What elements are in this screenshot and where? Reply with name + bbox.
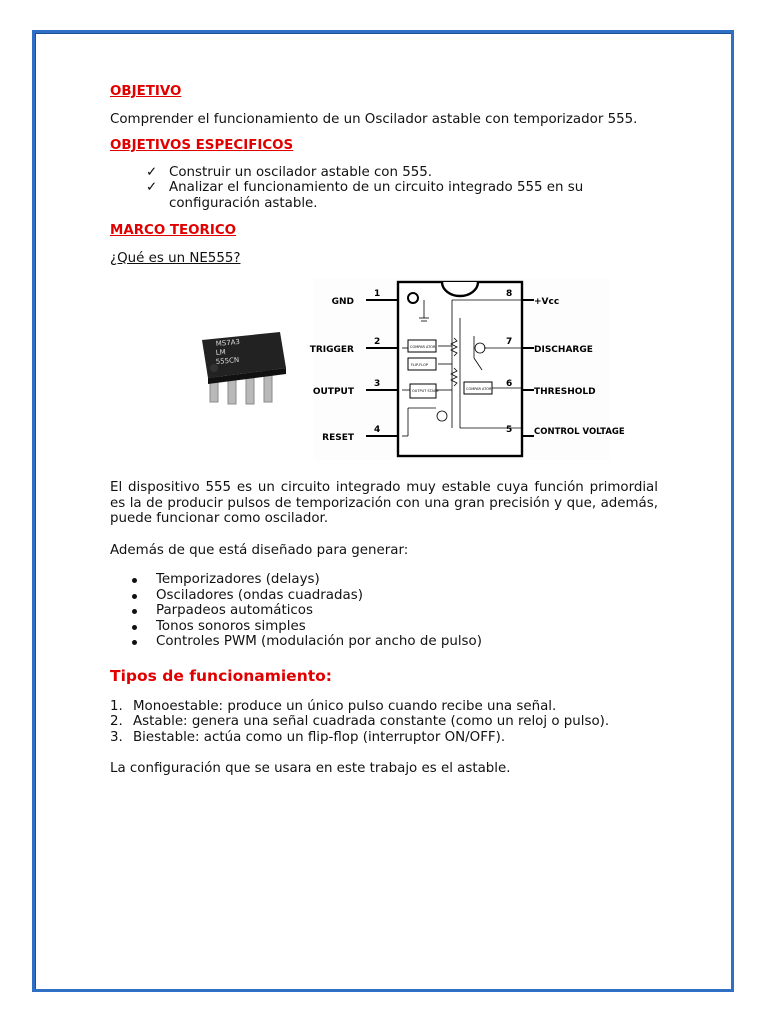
list-item: 3. Biestable: actúa como un flip-flop (interruptor ON/OFF). [110,729,506,745]
tipos-list [110,699,658,746]
ne555-figures [110,278,658,460]
pin-label-threshold: THRESHOLD [534,387,596,397]
list-item: Osciladores (ondas cuadradas) [156,588,658,604]
pin-number-3: 3 [374,379,381,389]
ne555-chip-photo [196,326,292,412]
chip-label-3: 555CN [215,355,240,366]
bullet-icon [132,640,137,645]
ademas-intro: Además de que está diseñado para generar: [110,542,409,558]
conclusion-paragraph: La configuración que se usara en este trabajo es el astable. [110,761,511,776]
document-body [110,84,658,777]
especificos-heading: OBJETIVOS ESPECIFICOS [110,138,294,153]
pin-number-8: 8 [506,289,513,299]
pin-number-6: 6 [506,379,513,389]
pin-label-output: OUTPUT [312,387,354,397]
pin-label-trigger: TRIGGER [309,345,354,355]
pin-label-reset: RESET [322,433,354,443]
block-comparator-a: COMPAR ATOR [410,345,436,349]
ne555-question: ¿Qué es un NE555? [110,250,241,266]
bullet-icon [132,609,137,614]
objetivo-heading: OBJETIVO [110,84,182,99]
bullet-icon [132,594,137,599]
pin-number-4: 4 [374,425,381,435]
marco-heading: MARCO TEORICO [110,223,237,238]
pin-label-gnd: GND [331,297,354,307]
pin-number-7: 7 [506,337,513,347]
objetivo-text: Comprender el funcionamiento de un Oscilador astable con temporizador 555. [110,111,638,127]
list-item: ✓ Construir un oscilador astable con 555. [146,164,433,180]
pin-label-control-voltage: CONTROL VOLTAGE [534,427,625,437]
block-comparator-b: COMPAR ATOR [466,387,492,391]
list-item: 2. Astable: genera una señal cuadrada constante (como un reloj o pulso). [110,714,610,729]
pin-number-1: 1 [374,289,381,299]
pin-label-vcc: +Vcc [534,297,560,307]
block-output: OUTPUT STAGE [412,389,439,393]
tipos-heading: Tipos de funcionamiento: [110,666,332,685]
list-item: Controles PWM (modulación por ancho de pulso) [156,634,658,650]
bullet-icon [132,625,137,630]
especificos-list [110,165,658,212]
list-item: Tonos sonoros simples [156,619,658,635]
list-item: 1. Monoestable: produce un único pulso cuando recibe una señal. [110,698,557,714]
ademas-list [110,572,658,650]
pin-number-5: 5 [506,425,513,435]
list-item: Temporizadores (delays) [156,572,658,588]
chip-label-1: MS7A3 [215,337,241,348]
descripcion-paragraph: El dispositivo 555 es un circuito integrado muy estable cuya función primordial es la de producir pulsos de temporización con una gran precisión y que, además, puede funcionar como oscilador. [110,480,658,526]
block-flipflop: FLIP-FLOP [411,363,428,367]
bullet-icon [132,578,137,583]
ne555-pinout-diagram [309,278,625,460]
pin-number-2: 2 [374,337,381,347]
pin-label-discharge: DISCHARGE [534,345,593,355]
check-icon: ✓ [146,164,158,180]
list-item: Parpadeos automáticos [156,603,658,619]
check-icon: ✓ [146,180,158,195]
list-item: ✓ Analizar el funcionamiento de un circuito integrado 555 en su configuración astable. [146,180,584,211]
chip-label-2: LM [215,348,227,357]
